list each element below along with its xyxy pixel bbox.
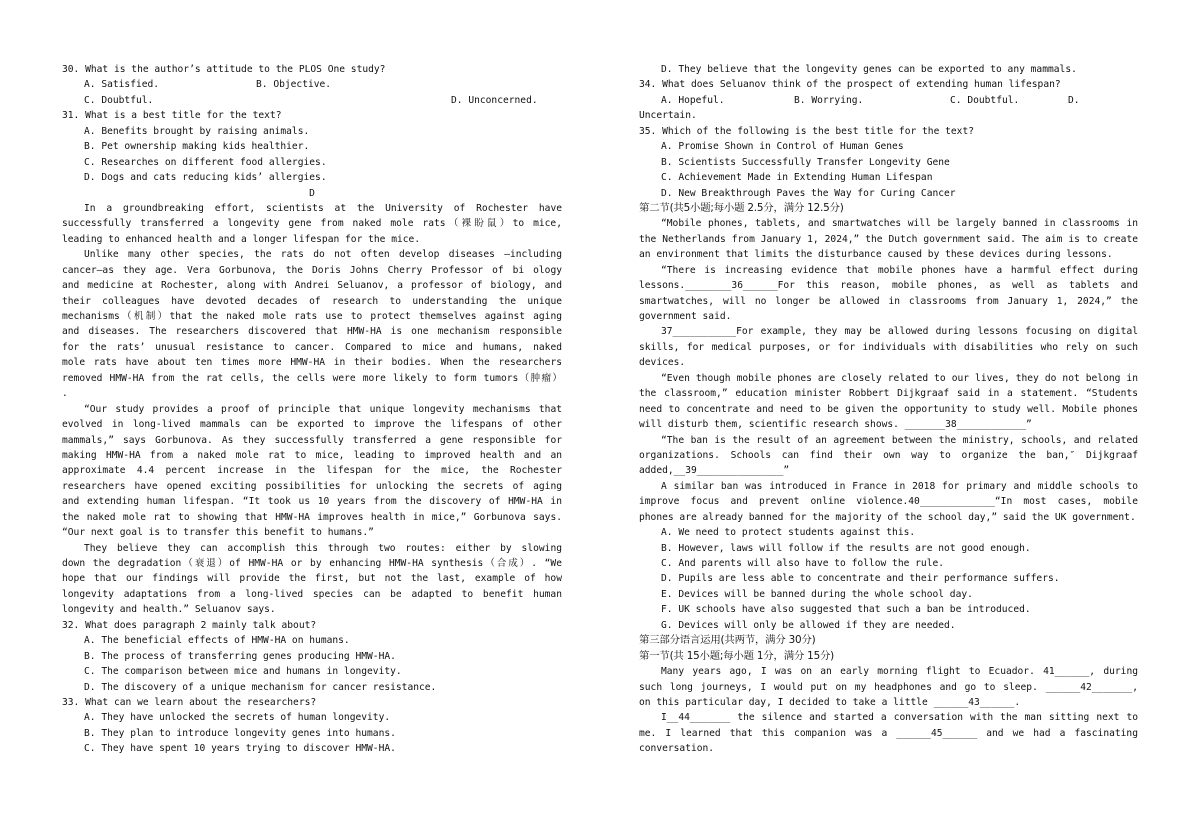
passage-line-blank-39: added,__39_______________”: [639, 465, 790, 477]
passage-line: They believe they can accomplish this through two routes: either by slowing: [84, 542, 562, 554]
option-d: D. Unconcerned.: [451, 94, 538, 106]
option-b: B. However, laws will follow if the results are not good enough.: [661, 542, 1031, 554]
option-b: B. Pet ownership making kids healthier.: [84, 141, 310, 153]
option-b: B. They plan to introduce longevity genes into humans.: [84, 727, 396, 739]
part-header: 第三部分语言运用(共两节，满分 30分): [639, 634, 816, 647]
passage-line: removed HMW-HA from the rat cells, the cells were more likely to form tumors（肿瘤）: [62, 372, 562, 384]
passage-line: “Our study provides a proof of principle that unique longevity mechanisms that: [84, 403, 562, 415]
section-header: 第二节(共5小题;每小题 2.5分，满分 12.5分): [639, 201, 844, 214]
passage-line: need to concentrate and need to be given the opportunity to study well. Mobile phones: [639, 403, 1138, 415]
passage-line-blank-38: will disturb them, scientific research shows. _______38____________”: [639, 419, 1032, 431]
passage-line: the naked mole rat to showing that HMW-HA improves health in mice,” Gorbunova says.: [62, 511, 562, 523]
passage-line: for the rats’ unusual resistance to cancer. Compared to mice and humans, naked: [62, 341, 562, 353]
passage-line-blank-37: 37___________For example, they may be allowed during lessons focusing on digital: [661, 326, 1138, 338]
option-b: B. Objective.: [256, 79, 332, 91]
passage-line: leading to enhanced health and a longer lifespan for the mice.: [62, 233, 421, 245]
option-c: C. Researches on different food allergies.: [84, 156, 327, 168]
passage-line: mechanisms（机制）that the naked mole rats use to protect themselves against aging: [62, 311, 562, 322]
option-b: B. Worrying.: [794, 94, 864, 106]
option-row: [639, 93, 1138, 108]
passage-line-blank-36: lessons.________36______For this reason, mobile phones, as well as tablets and: [639, 280, 1138, 292]
question-stem: 31. What is a best title for the text?: [62, 110, 282, 122]
passage-line: the Netherlands from January 1, 2024,” the Dutch government said. The aim is to create: [639, 233, 1138, 245]
option-d: D. Dogs and cats reducing kids’ allergies.: [84, 172, 327, 184]
option-e: E. Devices will be banned during the whole school day.: [661, 588, 973, 600]
question-stem: 33. What can we learn about the researchers?: [62, 696, 317, 708]
option-c: C. The comparison between mice and humans in longevity.: [84, 666, 402, 678]
option-a: A. They have unlocked the secrets of human longevity.: [84, 712, 391, 724]
passage-line: mammals,” says Gorbunova. As they successfully transferred a gene responsible for: [62, 434, 562, 446]
passage-line: and medicine at Rochester, along with Andrei Seluanov, a professor of biology, and: [62, 280, 562, 292]
option-a: A. Benefits brought by raising animals.: [84, 125, 310, 137]
option-a: A. We need to protect students against this.: [661, 527, 916, 539]
passage-line: making HMW-HA from a naked mole rat to mice, leading to improved health and an: [62, 449, 562, 461]
option-d: D. Pupils are less able to concentrate and their performance suffers.: [661, 573, 1060, 585]
passage-letter: D: [309, 187, 315, 199]
option-c: C. Doubtful.: [84, 94, 154, 106]
option-f: F. UK schools have also suggested that such a ban be introduced.: [661, 604, 1031, 616]
option-a: A. Promise Shown in Control of Human Genes: [661, 141, 904, 153]
option-d: D. They believe that the longevity genes can be exported to any mammals.: [661, 64, 1077, 75]
passage-line-blank-44: I__44_______ the silence and started a conversation with the man sitting next to: [661, 712, 1138, 724]
passage-line: approximate 4.4 percent increase in the lifespan for the mice, the Rochester: [62, 465, 562, 477]
passage-line: successfully transferred a longevity gene from naked mole rats（裸盼鼠）to mice,: [62, 218, 562, 230]
left-column: [62, 62, 562, 757]
passage-line: “Mobile phones, tablets, and smartwatches will be largely banned in classrooms in: [661, 218, 1138, 230]
passage-line: “There is increasing evidence that mobile phones have a harmful effect during: [661, 264, 1138, 276]
option-a: A. Hopeful.: [661, 94, 725, 106]
option-b: B. The process of transferring genes producing HMW-HA.: [84, 650, 396, 662]
passage-line: longevity and health.” Seluanov says.: [62, 604, 276, 616]
option-d-continued: Uncertain.: [639, 110, 697, 122]
passage-line: their colleagues have devoted decades of research to understanding the unique: [62, 295, 562, 307]
passage-line: A similar ban was introduced in France in 2018 for primary and middle schools to: [661, 480, 1138, 492]
passage-line: cancer—as they age. Vera Gorbunova, the Doris Johns Cherry Professor of bi ology: [62, 264, 562, 276]
option-a: A. Satisfied.: [84, 79, 160, 91]
question-stem: 34. What does Seluanov think of the prospect of extending human lifespan?: [639, 79, 1061, 91]
passage-line-blank-41: Many years ago, I was on an early morning flight to Ecuador. 41______, during: [661, 666, 1138, 678]
passage-line: longevity adaptations from a long-lived species can be adapted to benefit human: [62, 588, 562, 600]
passage-line: and extending human lifespan. “It took us 10 years from the discovery of HMW-HA in: [62, 496, 562, 508]
passage-line-blank-43: on this particular day, I decided to take a little ______43______.: [639, 696, 1021, 708]
passage-line: down the degradation（衰退）of HMW-HA or by enhancing HMW-HA synthesis（合成）. “We: [62, 558, 562, 569]
option-c: C. Achievement Made in Extending Human Lifespan: [661, 172, 933, 184]
passage-line: In a groundbreaking effort, scientists at the University of Rochester have: [84, 202, 562, 214]
passage-line: conversation.: [639, 743, 715, 755]
passage-line: skills, for medical purposes, or for individuals with disabilities who rely on such: [639, 341, 1138, 353]
passage-line-blank-45: me. I learned that this companion was a ______45______ and we had a fascinating: [639, 727, 1138, 739]
passage-line: smartwatches, will no longer be allowed in classrooms from January 1, 2024,” the: [639, 295, 1138, 307]
option-c: C. Doubtful.: [950, 94, 1020, 106]
passage-line: and diseases. The researchers discovered that HMW-HA is one mechanism responsible: [62, 326, 562, 338]
question-stem: 32. What does paragraph 2 mainly talk about?: [62, 619, 317, 631]
option-g: G. Devices will only be allowed if they are needed.: [661, 619, 956, 631]
passage-line: “The ban is the result of an agreement between the ministry, schools, and related: [661, 434, 1138, 446]
option-b: B. Scientists Successfully Transfer Longevity Gene: [661, 156, 950, 168]
passage-line: organizations. Schools can find their own way to organize the ban,″ Dijkgraaf: [639, 449, 1138, 461]
option-c: C. They have spent 10 years trying to discover HMW-HA.: [84, 743, 396, 755]
passage-line: the classroom,” education minister Robbert Dijkgraaf said in a statement. “Students: [639, 388, 1138, 400]
option-c: C. And parents will also have to follow the rule.: [661, 558, 945, 569]
passage-line: researchers have opened exciting possibilities for unlocking the secrets of aging: [62, 480, 562, 492]
passage-line: government said.: [639, 311, 732, 322]
option-d: D. The discovery of a unique mechanism for cancer resistance.: [84, 681, 437, 693]
passage-line: an environment that limits the disturbance caused by these devices during lessons.: [639, 249, 1113, 261]
option-row: [62, 93, 562, 108]
passage-line: hope that our findings will provide the first, but not the last, example of how: [62, 573, 562, 585]
right-column: [639, 62, 1138, 757]
question-stem: 35. Which of the following is the best title for the text?: [639, 125, 975, 137]
passage-line: devices.: [639, 357, 686, 369]
passage-line: .: [62, 388, 68, 400]
passage-line: evolved in long-lived mammals can be exported to improve the lifespans of other: [62, 419, 562, 431]
passage-line: “Even though mobile phones are closely related to our lives, they do not belong in: [661, 372, 1138, 384]
passage-line: “Our next goal is to transfer this benefit to humans.”: [62, 527, 374, 539]
option-a: A. The beneficial effects of HMW-HA on humans.: [84, 635, 350, 647]
option-d: D.: [1068, 94, 1080, 106]
passage-line: mole rats have about ten times more HMW-HA in their bodies. When the researchers: [62, 357, 562, 369]
passage-line: phones are already banned for the majority of the school day,” said the UK government.: [639, 511, 1136, 523]
passage-line: Unlike many other species, the rats do not often develop diseases —including: [84, 249, 562, 261]
passage-line-blank-42: such long journeys, I would put on my headphones and go to sleep. ______42_______,: [639, 681, 1138, 693]
question-stem: 30. What is the author’s attitude to the PLOS One study?: [62, 64, 386, 75]
option-row: [62, 77, 562, 92]
section-header: 第一节(共 15小题;每小题 1分，满分 15分): [639, 649, 835, 662]
option-d: D. New Breakthrough Paves the Way for Curing Cancer: [661, 187, 956, 199]
passage-line-blank-40: improve focus and prevent online violence.40_____________“In most cases, mobile: [639, 496, 1138, 508]
